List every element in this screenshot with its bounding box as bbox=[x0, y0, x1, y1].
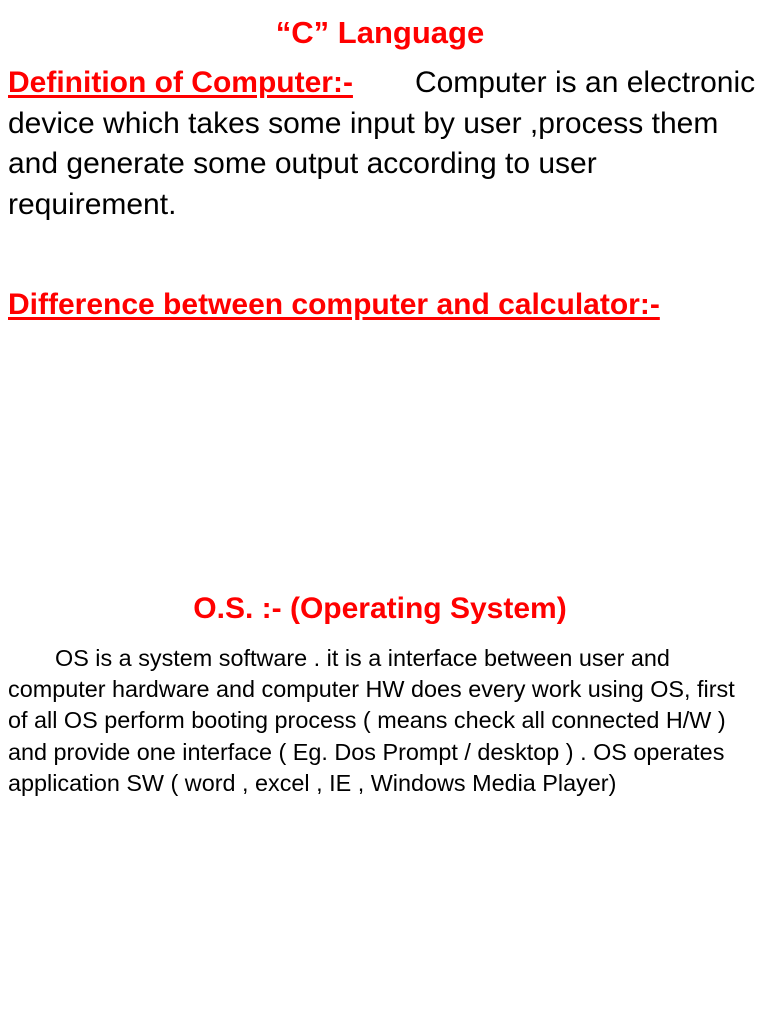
definition-section bbox=[8, 63, 760, 225]
os-heading: O.S. :- (Operating System) bbox=[193, 592, 567, 625]
document-title: “C” Language bbox=[275, 15, 485, 50]
definition-text: Computer is an electronic device which takes some input by user ,process them and generate some output according to user requirement. bbox=[8, 66, 756, 221]
os-description: OS is a system software . it is a interface between user and computer hardware and computer HW does every work using OS, first of all OS perform booting process ( means check all connected H/W ) and provide one interface ( Eg. Dos Prompt / desktop ) . OS operates application SW ( word , excel , IE , Windows Media Player) bbox=[8, 645, 735, 796]
difference-heading: Difference between computer and calculator:- bbox=[8, 288, 660, 321]
definition-heading: Definition of Computer:- bbox=[8, 66, 353, 99]
